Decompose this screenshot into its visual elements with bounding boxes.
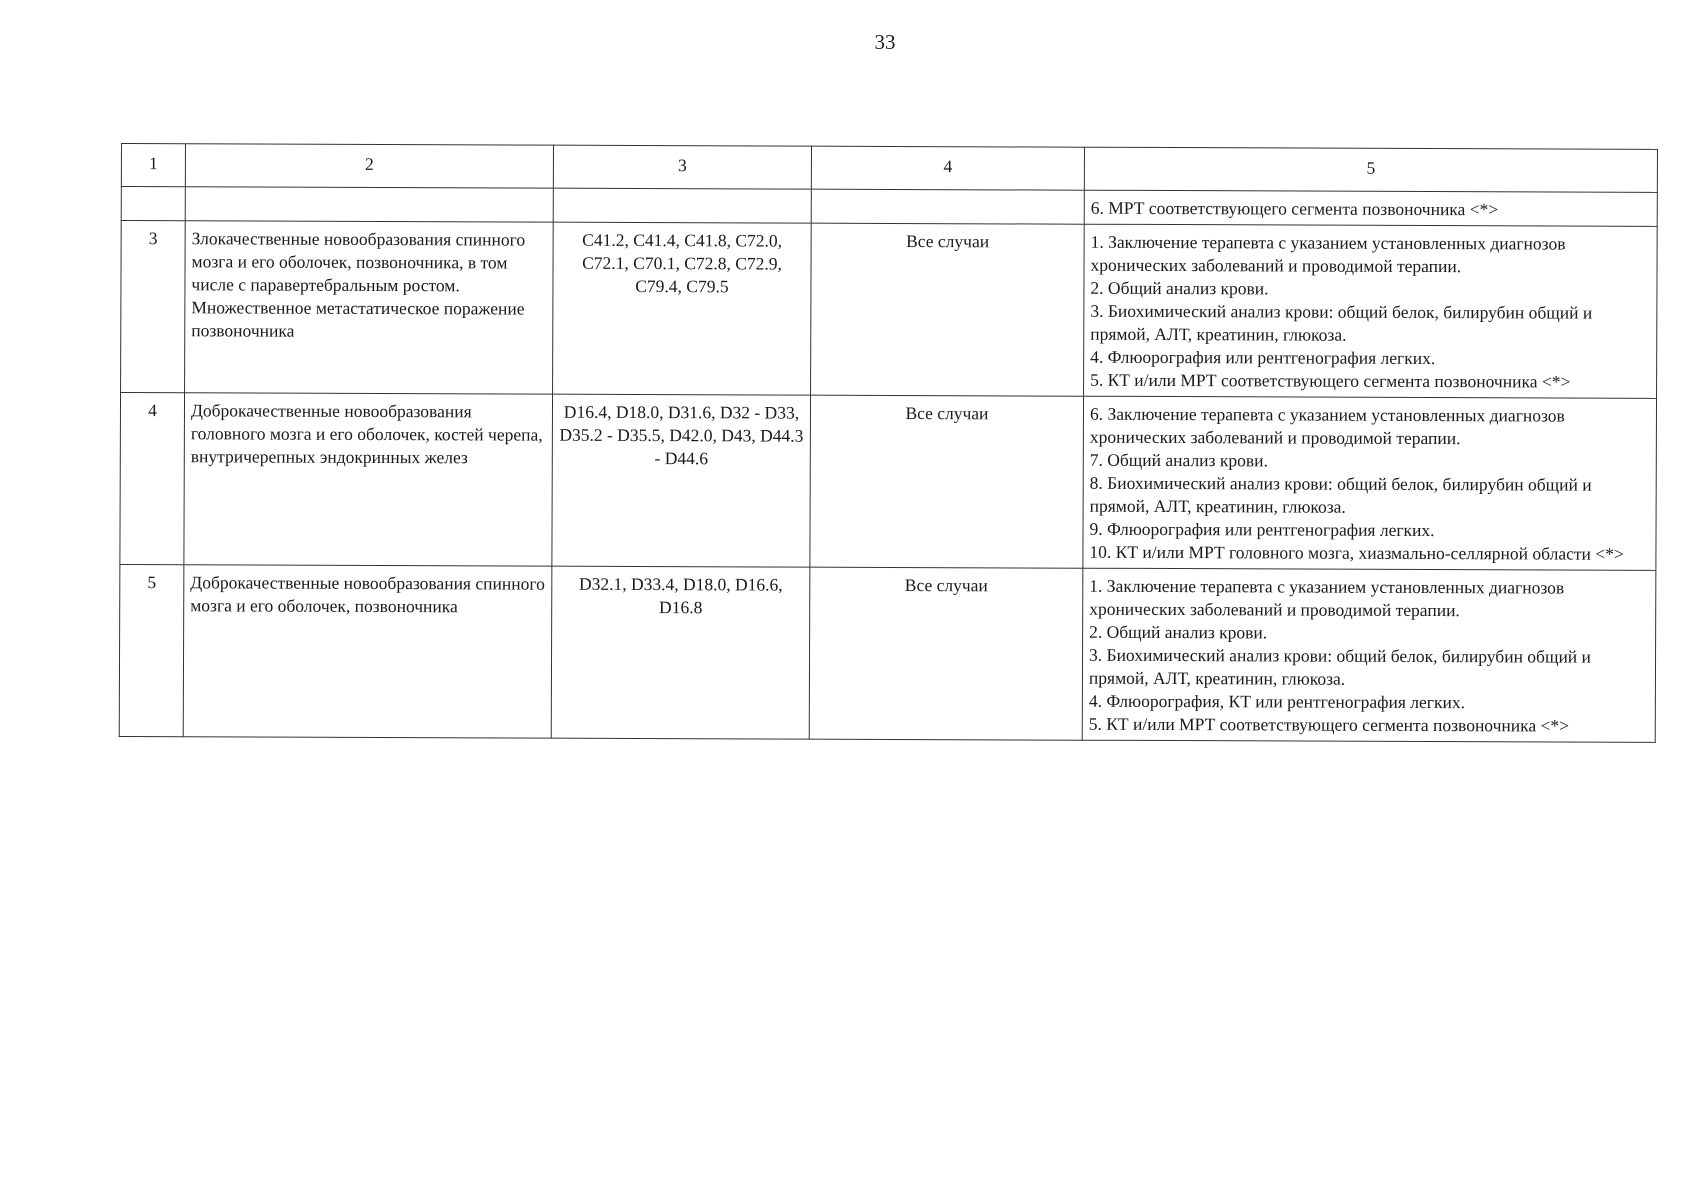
table-row xyxy=(120,393,1657,571)
page-number: 33 xyxy=(874,30,896,54)
exam-item: 8. Биохимический анализ крови: общий белок, билирубин общий и прямой, АЛТ, креатинин, глюкоза. xyxy=(1089,472,1592,517)
column-header: 1 xyxy=(121,144,185,187)
exam-item: 5. КТ и/или МРТ соответствующего сегмента позвоночника <*> xyxy=(1090,369,1571,392)
exam-item: 7. Общий анализ крови. xyxy=(1089,449,1268,471)
exam-item: 9. Флюорография или рентгенография легких. xyxy=(1089,518,1435,541)
icd-codes-cell: C41.2, C41.4, C41.8, C72.0, C72.1, C70.1, C72.8, C72.9, C79.4, C79.5 xyxy=(553,222,812,395)
exam-item: 6. МРТ соответствующего сегмента позвоночника <*> xyxy=(1090,197,1499,220)
column-header: 3 xyxy=(553,145,811,189)
exams-cell xyxy=(1084,224,1658,398)
exam-item: 3. Биохимический анализ крови: общий белок, билирубин общий и прямой, АЛТ, креатинин, глюкоза. xyxy=(1088,644,1591,689)
exams-cell xyxy=(1083,396,1657,570)
scope-cell: Все случаи xyxy=(811,223,1085,396)
column-header: 2 xyxy=(185,144,553,188)
diagnosis-cell: Злокачественные новообразования спинного мозга и его оболочек, позвоночника, в том числе с паравертебральным ростом. Множественное метастатическое поражение позвоночника xyxy=(185,221,554,394)
exam-item: 3. Биохимический анализ крови: общий белок, билирубин общий и прямой, АЛТ, креатинин, глюкоза. xyxy=(1090,300,1593,345)
scope-cell: Все случаи xyxy=(810,395,1084,568)
exam-item: 10. КТ и/или МРТ головного мозга, хиазмально-селлярной области <*> xyxy=(1089,541,1624,564)
column-header: 4 xyxy=(811,146,1084,190)
table-row xyxy=(119,564,1656,742)
exams-cell xyxy=(1084,190,1657,226)
exam-item: 5. КТ и/или МРТ соответствующего сегмента позвоночника <*> xyxy=(1088,713,1570,736)
row-number-cell xyxy=(121,187,185,221)
exam-item: 6. Заключение терапевта с указанием установленных диагнозов хронических заболеваний и проводимой терапии. xyxy=(1089,403,1565,449)
table-row xyxy=(121,221,1658,399)
column-header: 5 xyxy=(1084,147,1657,192)
exams-cell xyxy=(1082,568,1656,742)
exam-item: 2. Общий анализ крови. xyxy=(1089,621,1268,643)
exam-item: 4. Флюорография или рентгенография легких. xyxy=(1090,346,1436,369)
row-number-cell: 5 xyxy=(119,564,184,736)
icd-codes-cell: D32.1, D33.4, D18.0, D16.6, D16.8 xyxy=(551,566,810,739)
scope-cell: Все случаи xyxy=(809,567,1083,740)
diagnosis-cell: Доброкачественные новообразования головного мозга и его оболочек, костей черепа, внутричерепных эндокринных желез xyxy=(184,393,553,566)
icd-codes-cell xyxy=(553,188,811,223)
table-header-row xyxy=(121,144,1657,193)
row-number-cell: 3 xyxy=(121,221,186,393)
diagnosis-cell: Доброкачественные новообразования спинного мозга и его оболочек, позвоночника xyxy=(183,565,552,738)
exam-item: 1. Заключение терапевта с указанием установленных диагнозов хронических заболеваний и проводимой терапии. xyxy=(1089,575,1565,621)
scope-cell xyxy=(811,189,1084,224)
requirements-table xyxy=(119,143,1658,743)
exam-item: 2. Общий анализ крови. xyxy=(1090,277,1269,299)
row-number-cell: 4 xyxy=(120,393,185,565)
exam-item: 1. Заключение терапевта с указанием установленных диагнозов хронических заболеваний и проводимой терапии. xyxy=(1090,231,1566,277)
icd-codes-cell: D16.4, D18.0, D31.6, D32 - D33, D35.2 - D35.5, D42.0, D43, D44.3 - D44.6 xyxy=(552,394,811,567)
diagnosis-cell xyxy=(185,187,553,222)
exam-item: 4. Флюорография, КТ или рентгенография легких. xyxy=(1088,690,1466,713)
